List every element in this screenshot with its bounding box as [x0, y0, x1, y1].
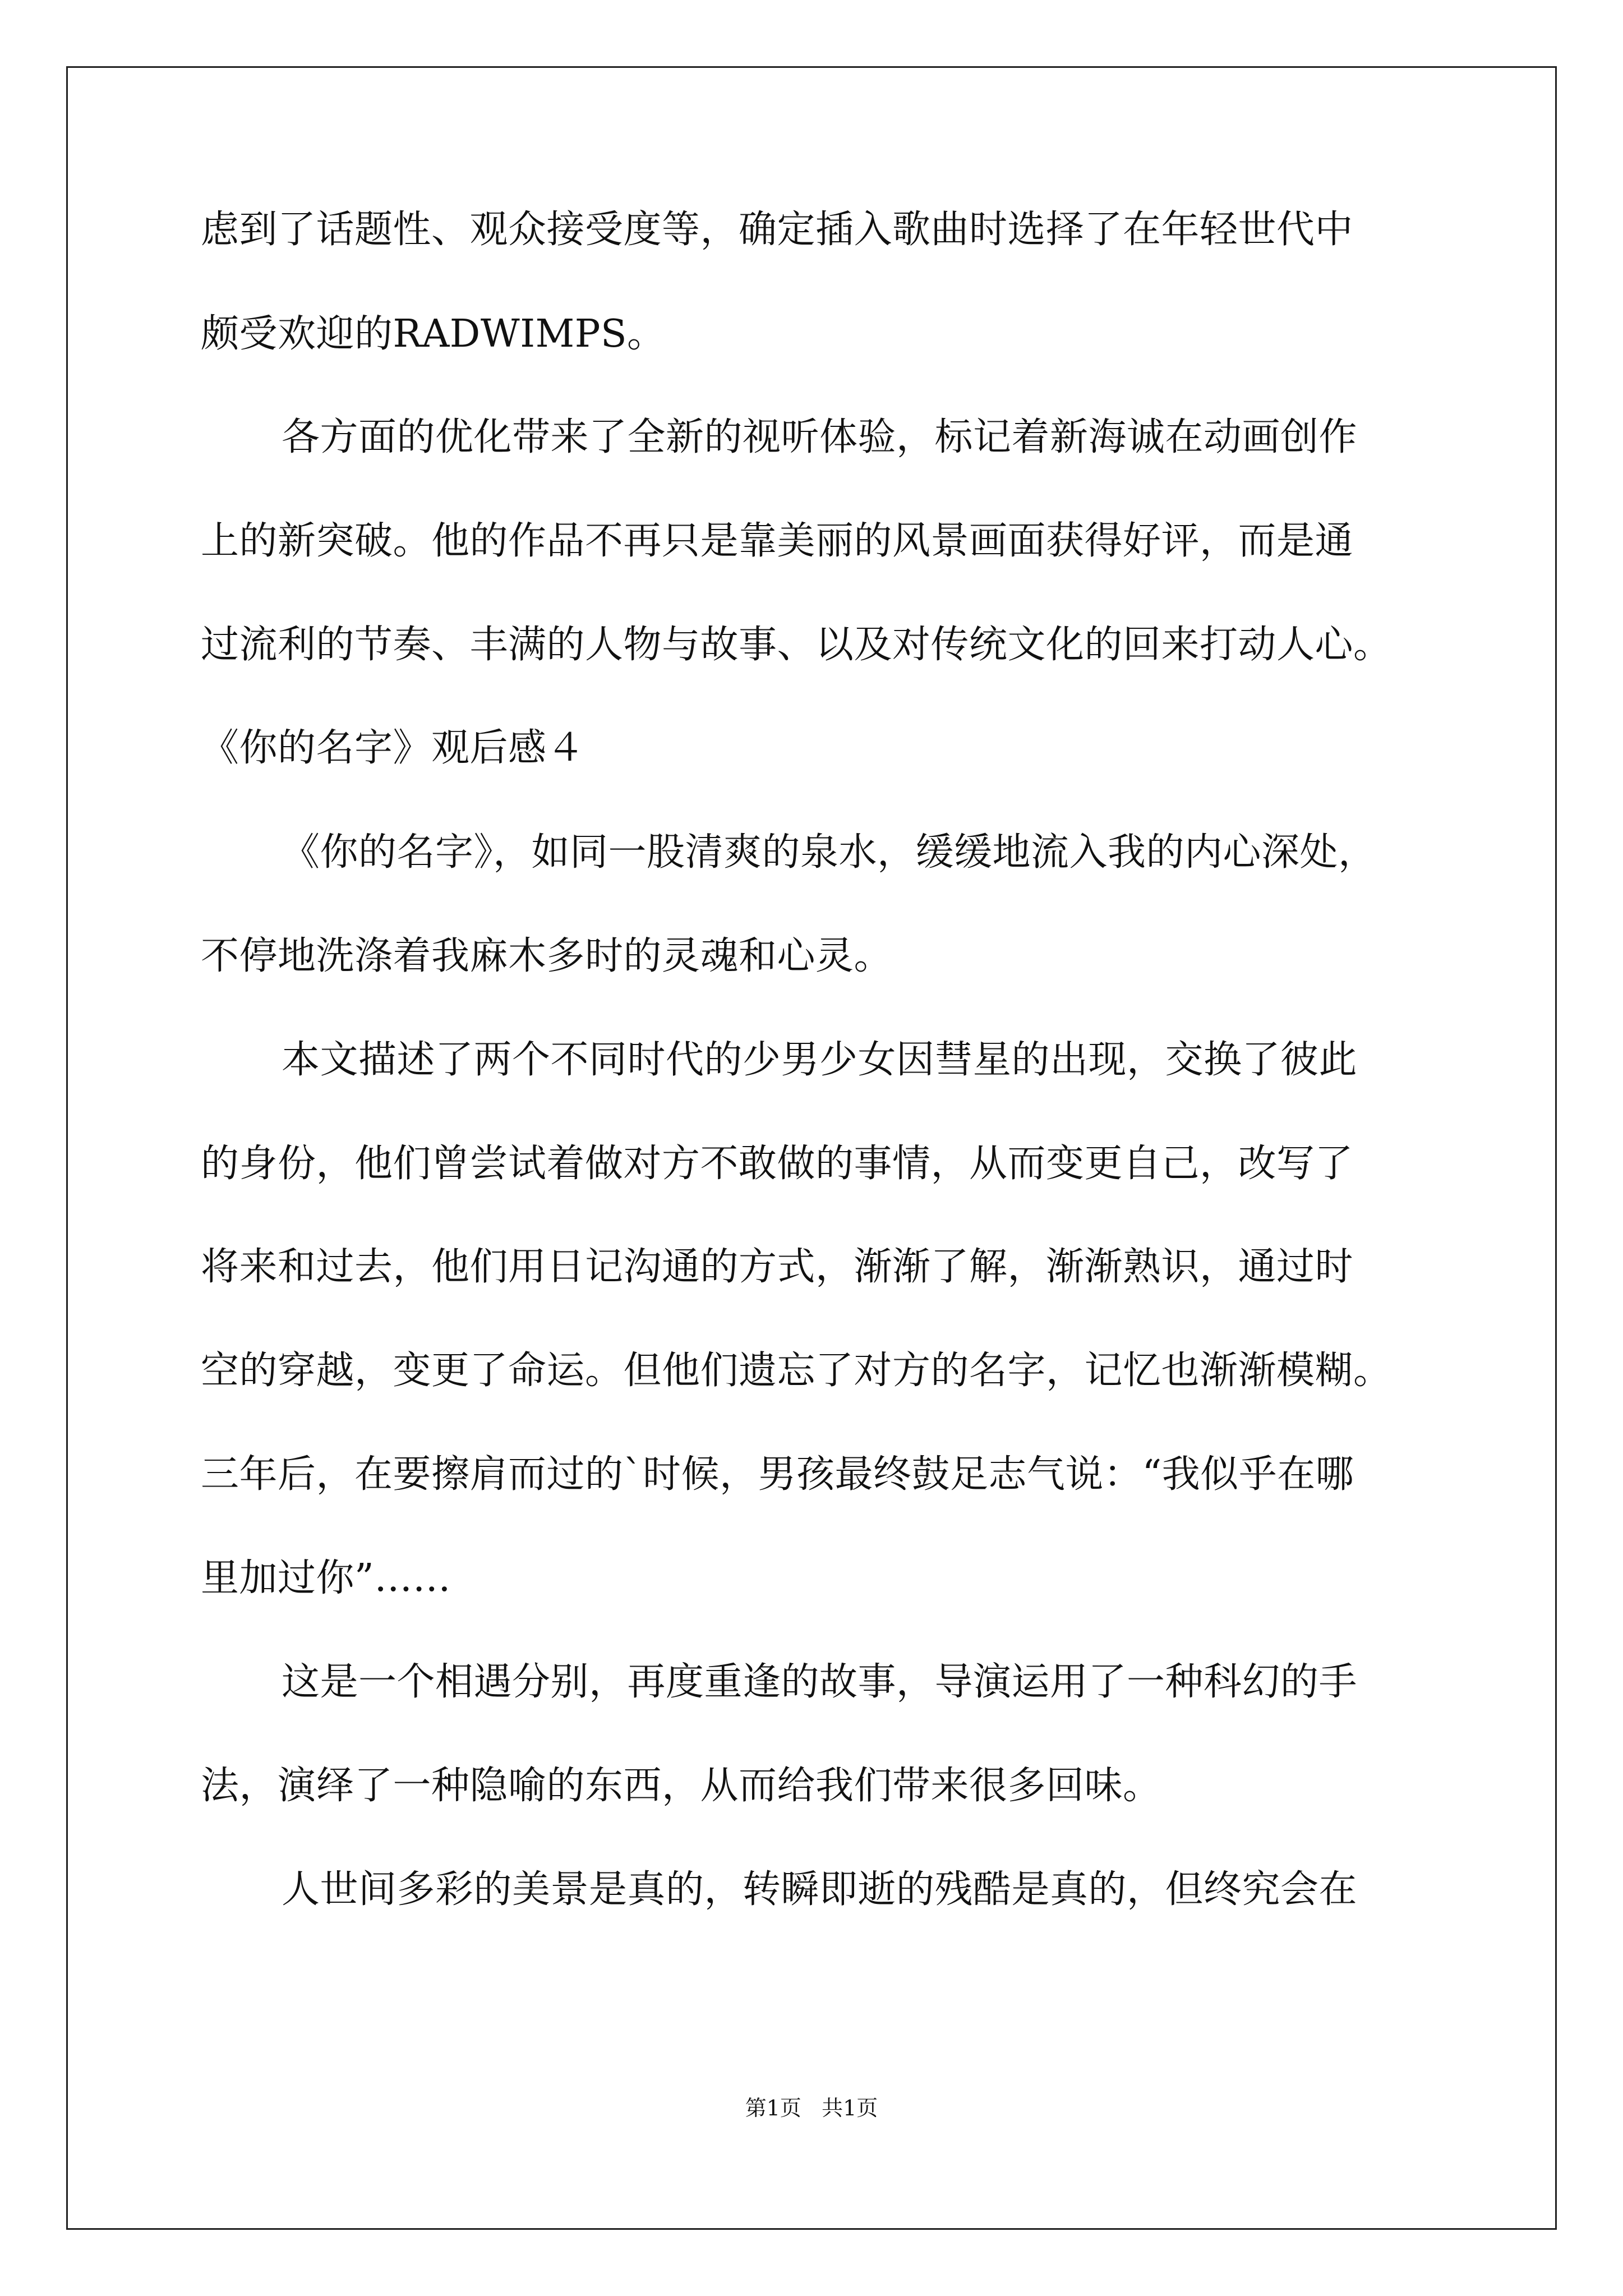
paragraph-start: 《你的名字》，如同一股清爽的泉水，缓缓地流入我的内心深处， [282, 830, 1377, 875]
text-line: 法，演绎了一种隐喻的东西，从而给我们带来很多回味。 [201, 1764, 1161, 1808]
paragraph-start: 各方面的优化带来了全新的视听体验，标记着新海诚在动画创作 [282, 415, 1358, 459]
page-footer: 第1页 共1页 [745, 2096, 878, 2120]
text-line: 里加过你”…… [201, 1556, 451, 1600]
paragraph-start: 这是一个相遇分别，再度重逢的故事，导演运用了一种科幻的手 [282, 1660, 1358, 1704]
text-line: 颇受欢迎的RADWIMPS。 [201, 312, 666, 356]
text-line: 空的穿越，变更了命运。但他们遗忘了对方的名字，记忆也渐渐模糊。 [201, 1349, 1392, 1393]
paragraph-start: 人世间多彩的美景是真的，转瞬即逝的残酷是真的，但终究会在 [282, 1867, 1358, 1912]
paragraph-start: 本文描述了两个不同时代的少男少女因彗星的出现，交换了彼此 [282, 1038, 1358, 1082]
text-line: 的身份，他们曾尝试着做对方不敢做的事情，从而变更自己，改写了 [201, 1142, 1354, 1186]
text-line: 上的新突破。他的作品不再只是靠美丽的风景画面获得好评，而是通 [201, 519, 1354, 563]
text-line: 过流利的节奏、丰满的人物与故事、以及对传统文化的回来打动人心。 [201, 623, 1392, 667]
text-line: 将来和过去，他们用日记沟通的方式，渐渐了解，渐渐熟识，通过时 [201, 1245, 1354, 1289]
text-line: 三年后，在要擦肩而过的`时候，男孩最终鼓足志气说：“我似乎在哪 [201, 1452, 1354, 1497]
section-heading: 《你的名字》观后感４ [201, 726, 585, 770]
text-line: 不停地洗涤着我麻木多时的灵魂和心灵。 [201, 934, 893, 978]
text-line: 虑到了话题性、观众接受度等，确定插入歌曲时选择了在年轻世代中 [201, 208, 1354, 252]
